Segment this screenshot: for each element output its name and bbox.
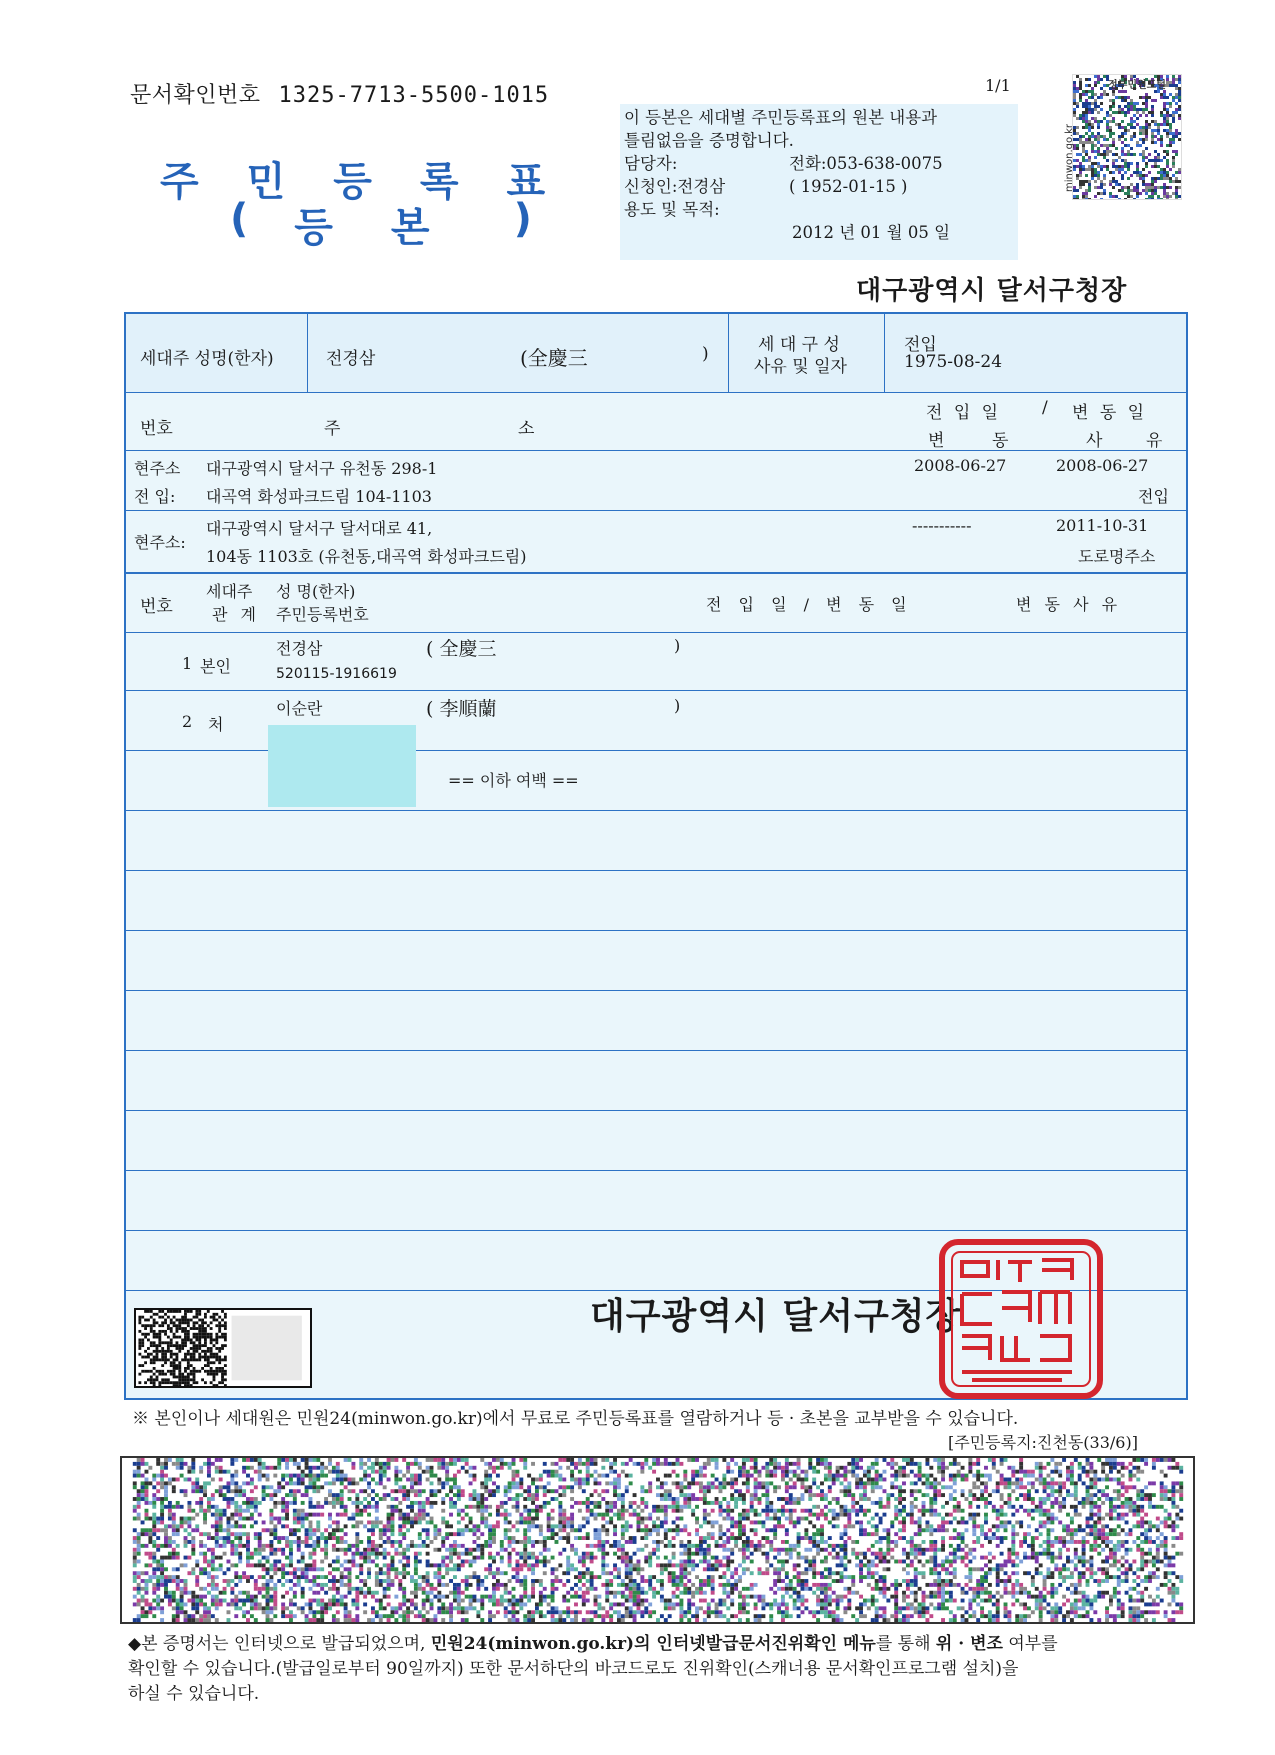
end-mark: == 이하 여백 == [448,771,579,790]
addr2-line-1: 대구광역시 달서구 달서대로 41, [206,519,433,538]
page-count: 1/1 [985,76,1011,95]
page-title: 주민등록표 [160,159,594,205]
doc-number-label: 문서확인번호 [130,83,261,108]
qr-url: minwon.go.kr [1064,123,1075,192]
member-col-dates: 전 입 일 / 변 동 일 [706,595,913,614]
household-head-label: 세대주 성명(한자) [140,349,274,369]
certificate-box [620,104,1018,260]
issuer-top: 대구광역시 달서구청장 [856,276,1128,306]
addr2-move-in: ----------- [912,516,972,535]
subtitle-close: ) [513,196,532,242]
addr-col-1: 주 [324,419,341,439]
addr1-label-2: 전 입: [134,487,176,506]
notice-line: ※ 본인이나 세대원은 민원24(minwon.go.kr)에서 무료로 주민등록표를 열람하거나 등 · 초본을 교부받을 수 있습니다. [132,1409,1019,1429]
member-col-rel-2: 관 계 [212,605,260,624]
manager-phone: 전화:053-638-0075 [789,154,943,173]
member1-no: 1 [182,654,193,673]
qr-portal-label: 정부민원포털 [1108,80,1166,91]
subtitle-text: 등본 [294,205,488,251]
member2-relation: 처 [208,715,224,734]
addr1-line-1: 대구광역시 달서구 유천동 298-1 [206,459,438,478]
cert-line-1: 이 등본은 세대별 주민등록표의 원본 내용과 [624,108,938,127]
addr2-label-1: 현주소: [134,533,186,552]
addr2-line-2: 104동 1103호 (유천동,대곡역 화성파크드림) [206,547,527,566]
member-col-rel-1: 세대주 [206,582,253,601]
household-head-name: 전경삼 [326,349,376,369]
composition-reason: 전입 [904,335,937,355]
addr-col-date-2: 변 동 일 [1072,403,1148,423]
manager-label: 담당자: [624,154,678,173]
footer-text-a: ◆본 증명서는 인터넷으로 발급되었으며, [128,1634,431,1654]
addr1-reason: 전입 [1138,487,1169,506]
footer-text-e: 여부를 [1002,1634,1058,1654]
addr-col-sep: / [1042,398,1048,418]
addr-col-date-1: 전 입 일 [926,403,1002,423]
member1-relation: 본인 [200,657,231,676]
member2-name: 이순란 [276,699,323,718]
verification-2d-barcode [120,1456,1195,1624]
footer-text-d: 위 · 변조 [935,1634,1003,1654]
member2-hanja: ( 李順蘭 [426,698,497,720]
addr1-line-2: 대곡역 화성파크드림 104-1103 [206,487,432,506]
household-head-hanja: (全慶三 [520,346,588,370]
applicant: 신청인:전경삼 [624,177,726,196]
purpose-label: 용도 및 목적: [624,200,720,219]
addr1-label-1: 현주소 [134,459,181,478]
member1-name: 전경삼 [276,639,323,658]
member-col-reason: 변 동 사 유 [1016,595,1122,614]
member2-no: 2 [182,712,193,731]
addr2-change: 2011-10-31 [1056,516,1149,535]
member-col-name-1: 성 명(한자) [276,582,356,601]
official-seal [938,1238,1104,1400]
addr1-change: 2008-06-27 [1056,456,1149,475]
addr-col-reason-3: 사 [1086,431,1103,451]
small-barcode [134,1308,312,1388]
member-col-no: 번호 [140,597,173,617]
applicant-birth: ( 1952-01-15 ) [789,177,908,196]
footer-text-g: 하실 수 있습니다. [128,1684,260,1704]
addr1-move-in: 2008-06-27 [914,456,1007,475]
addr-col-2: 소 [518,419,535,439]
member1-hanja-close: ) [674,636,681,655]
composition-date: 1975-08-24 [904,352,1003,372]
footer-notice [128,1632,1188,1707]
composition-label-2: 사유 및 일자 [754,357,847,377]
member1-rrn: 520115-1916619 [276,666,397,682]
composition-label-1: 세 대 구 성 [758,335,840,355]
member-col-name-2: 주민등록번호 [276,605,369,624]
issue-date: 2012 년 01 월 05 일 [792,223,951,242]
subtitle-open: ( [230,196,249,242]
cert-line-2: 틀림없음을 증명합니다. [624,131,794,150]
doc-number [130,78,549,109]
addr-col-reason-4: 유 [1146,431,1163,451]
addr-col-no: 번호 [140,419,173,439]
issuer-bottom: 대구광역시 달서구청장 [590,1296,962,1337]
doc-number-value: 1325-7713-5500-1015 [278,83,550,108]
footer-text-c: 를 통해 [875,1634,936,1654]
addr-col-reason-2: 동 [992,431,1009,451]
page-subtitle [230,196,532,253]
addr2-reason: 도로명주소 [1078,547,1156,566]
footer-text-b: 민원24(minwon.go.kr)의 인터넷발급문서진위확인 메뉴 [430,1634,876,1654]
member2-hanja-close: ) [674,696,681,715]
resident-register-table [124,312,1188,1400]
footer-text-f: 확인할 수 있습니다.(발급일로부터 90일까지) 또한 문서하단의 바코드로도 진위확인(스캐너용 문서확인프로그램 설치)을 [128,1659,1019,1679]
qr-code [1072,74,1182,200]
redaction-block [268,725,416,807]
registry-location: [주민등록지:진천동(33/6)] [948,1433,1138,1452]
addr-col-reason-1: 변 [928,431,945,451]
household-head-hanja-close: ) [702,344,709,364]
member1-hanja: ( 全慶三 [426,638,497,660]
